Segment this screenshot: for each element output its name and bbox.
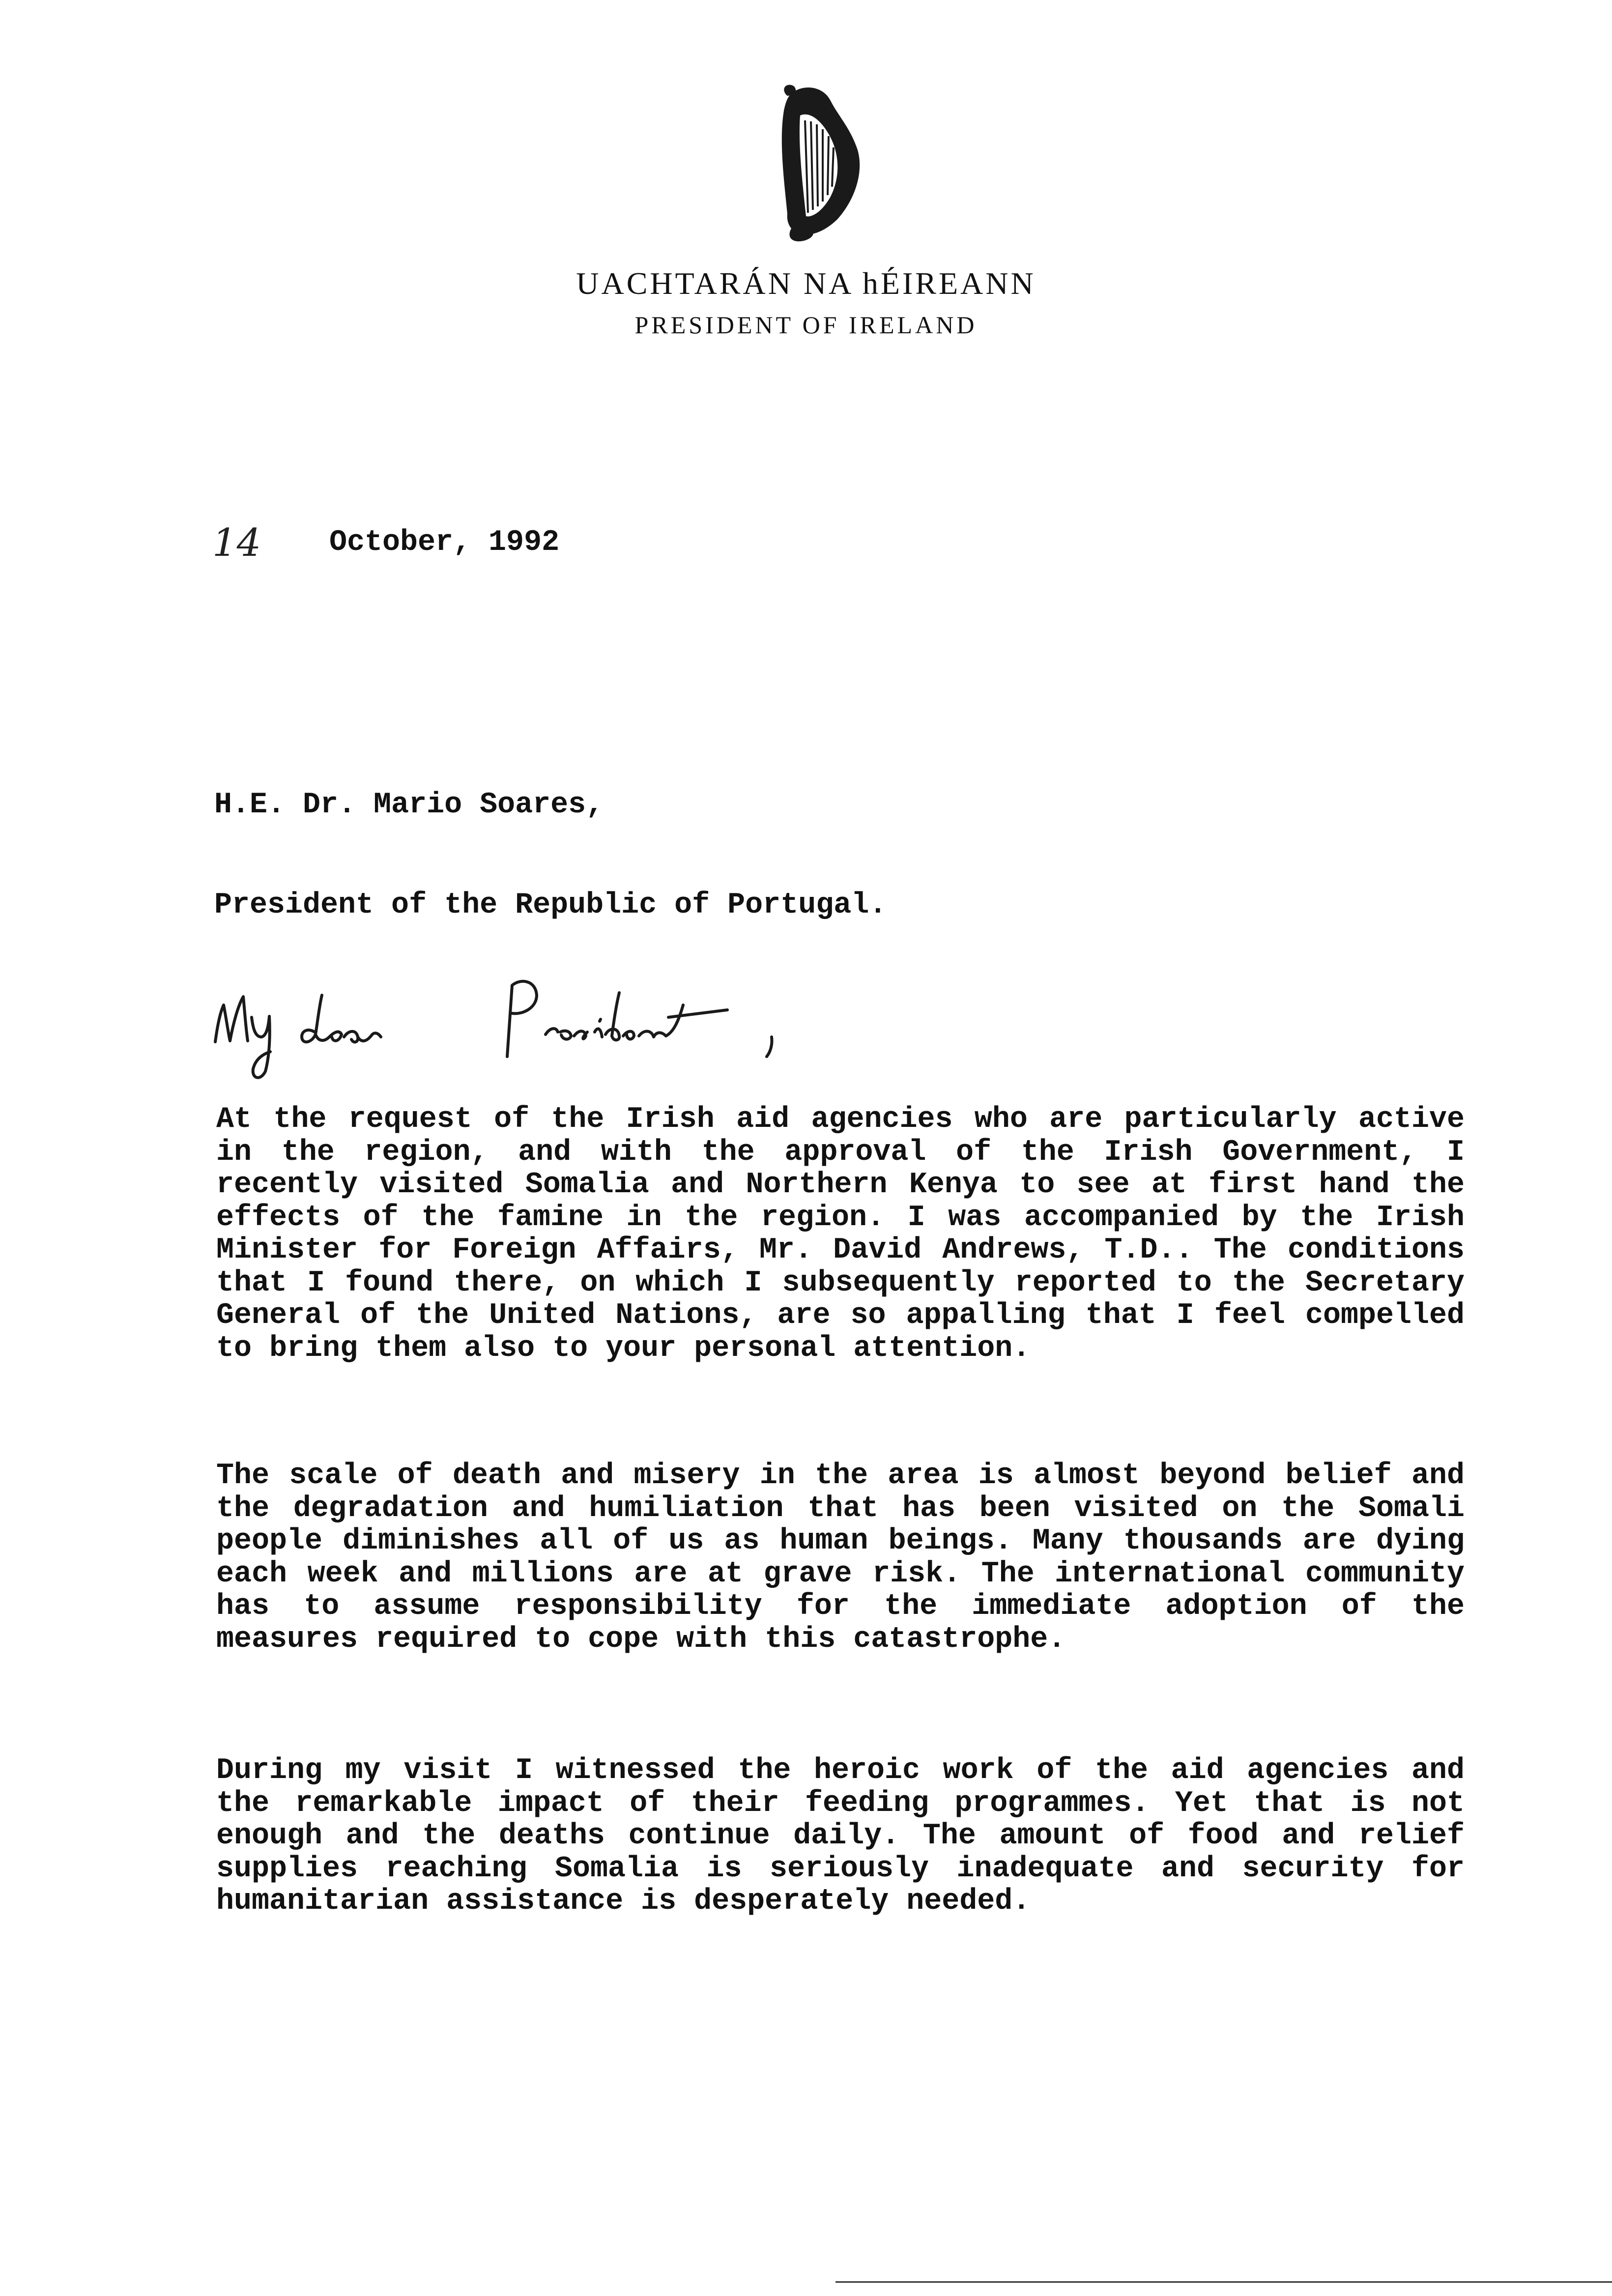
recipient-line-1: H.E. Dr. Mario Soares, bbox=[214, 788, 604, 822]
footer-divider bbox=[835, 2281, 1612, 2283]
body-paragraph-1: At the request of the Irish aid agencies who are particularly active in the region, and with the approval of the Irish Government, I recently visited Somalia and Northern Kenya to see at first hand the effects of the famine in the region. I was accompanied by the Irish Minister for Foreign Affairs, Mr. David Andrews, T.D.. The conditions that I found there, on which I subsequently reported to the Secretary General of the United Nations, are so appalling that I feel compelled to bring them also to your personal attention. bbox=[216, 1103, 1465, 1365]
date-month-year: October, 1992 bbox=[329, 526, 560, 559]
handwritten-salutation bbox=[206, 958, 826, 1086]
body-paragraph-3: During my visit I witnessed the heroic work of the aid agencies and the remarkable impact of their feeding programmes. Yet that is not enough and the deaths continue daily. The amount of food and relief supplies reaching Somalia is seriously inadequate and security for humanitarian assistance is desperately needed. bbox=[216, 1754, 1465, 1918]
recipient-line-2: President of the Republic of Portugal. bbox=[214, 889, 887, 922]
letterhead-subtitle: PRESIDENT OF IRELAND bbox=[634, 311, 978, 339]
harp-icon bbox=[757, 81, 870, 243]
recipient-address bbox=[214, 721, 887, 955]
letterhead-title: UACHTARÁN NA hÉIREANN bbox=[576, 266, 1036, 301]
body-paragraph-2: The scale of death and misery in the area is almost beyond belief and the degradation and humiliation that has been visited on the Somali people diminishes all of us as human beings. Many thousands are dying each week and millions are at grave risk. The international community has to assume responsibility for the immediate adoption of the measures required to cope with this catastrophe. bbox=[216, 1459, 1465, 1656]
date-day-handwritten: 14 bbox=[212, 521, 261, 565]
letter-date bbox=[212, 521, 655, 565]
